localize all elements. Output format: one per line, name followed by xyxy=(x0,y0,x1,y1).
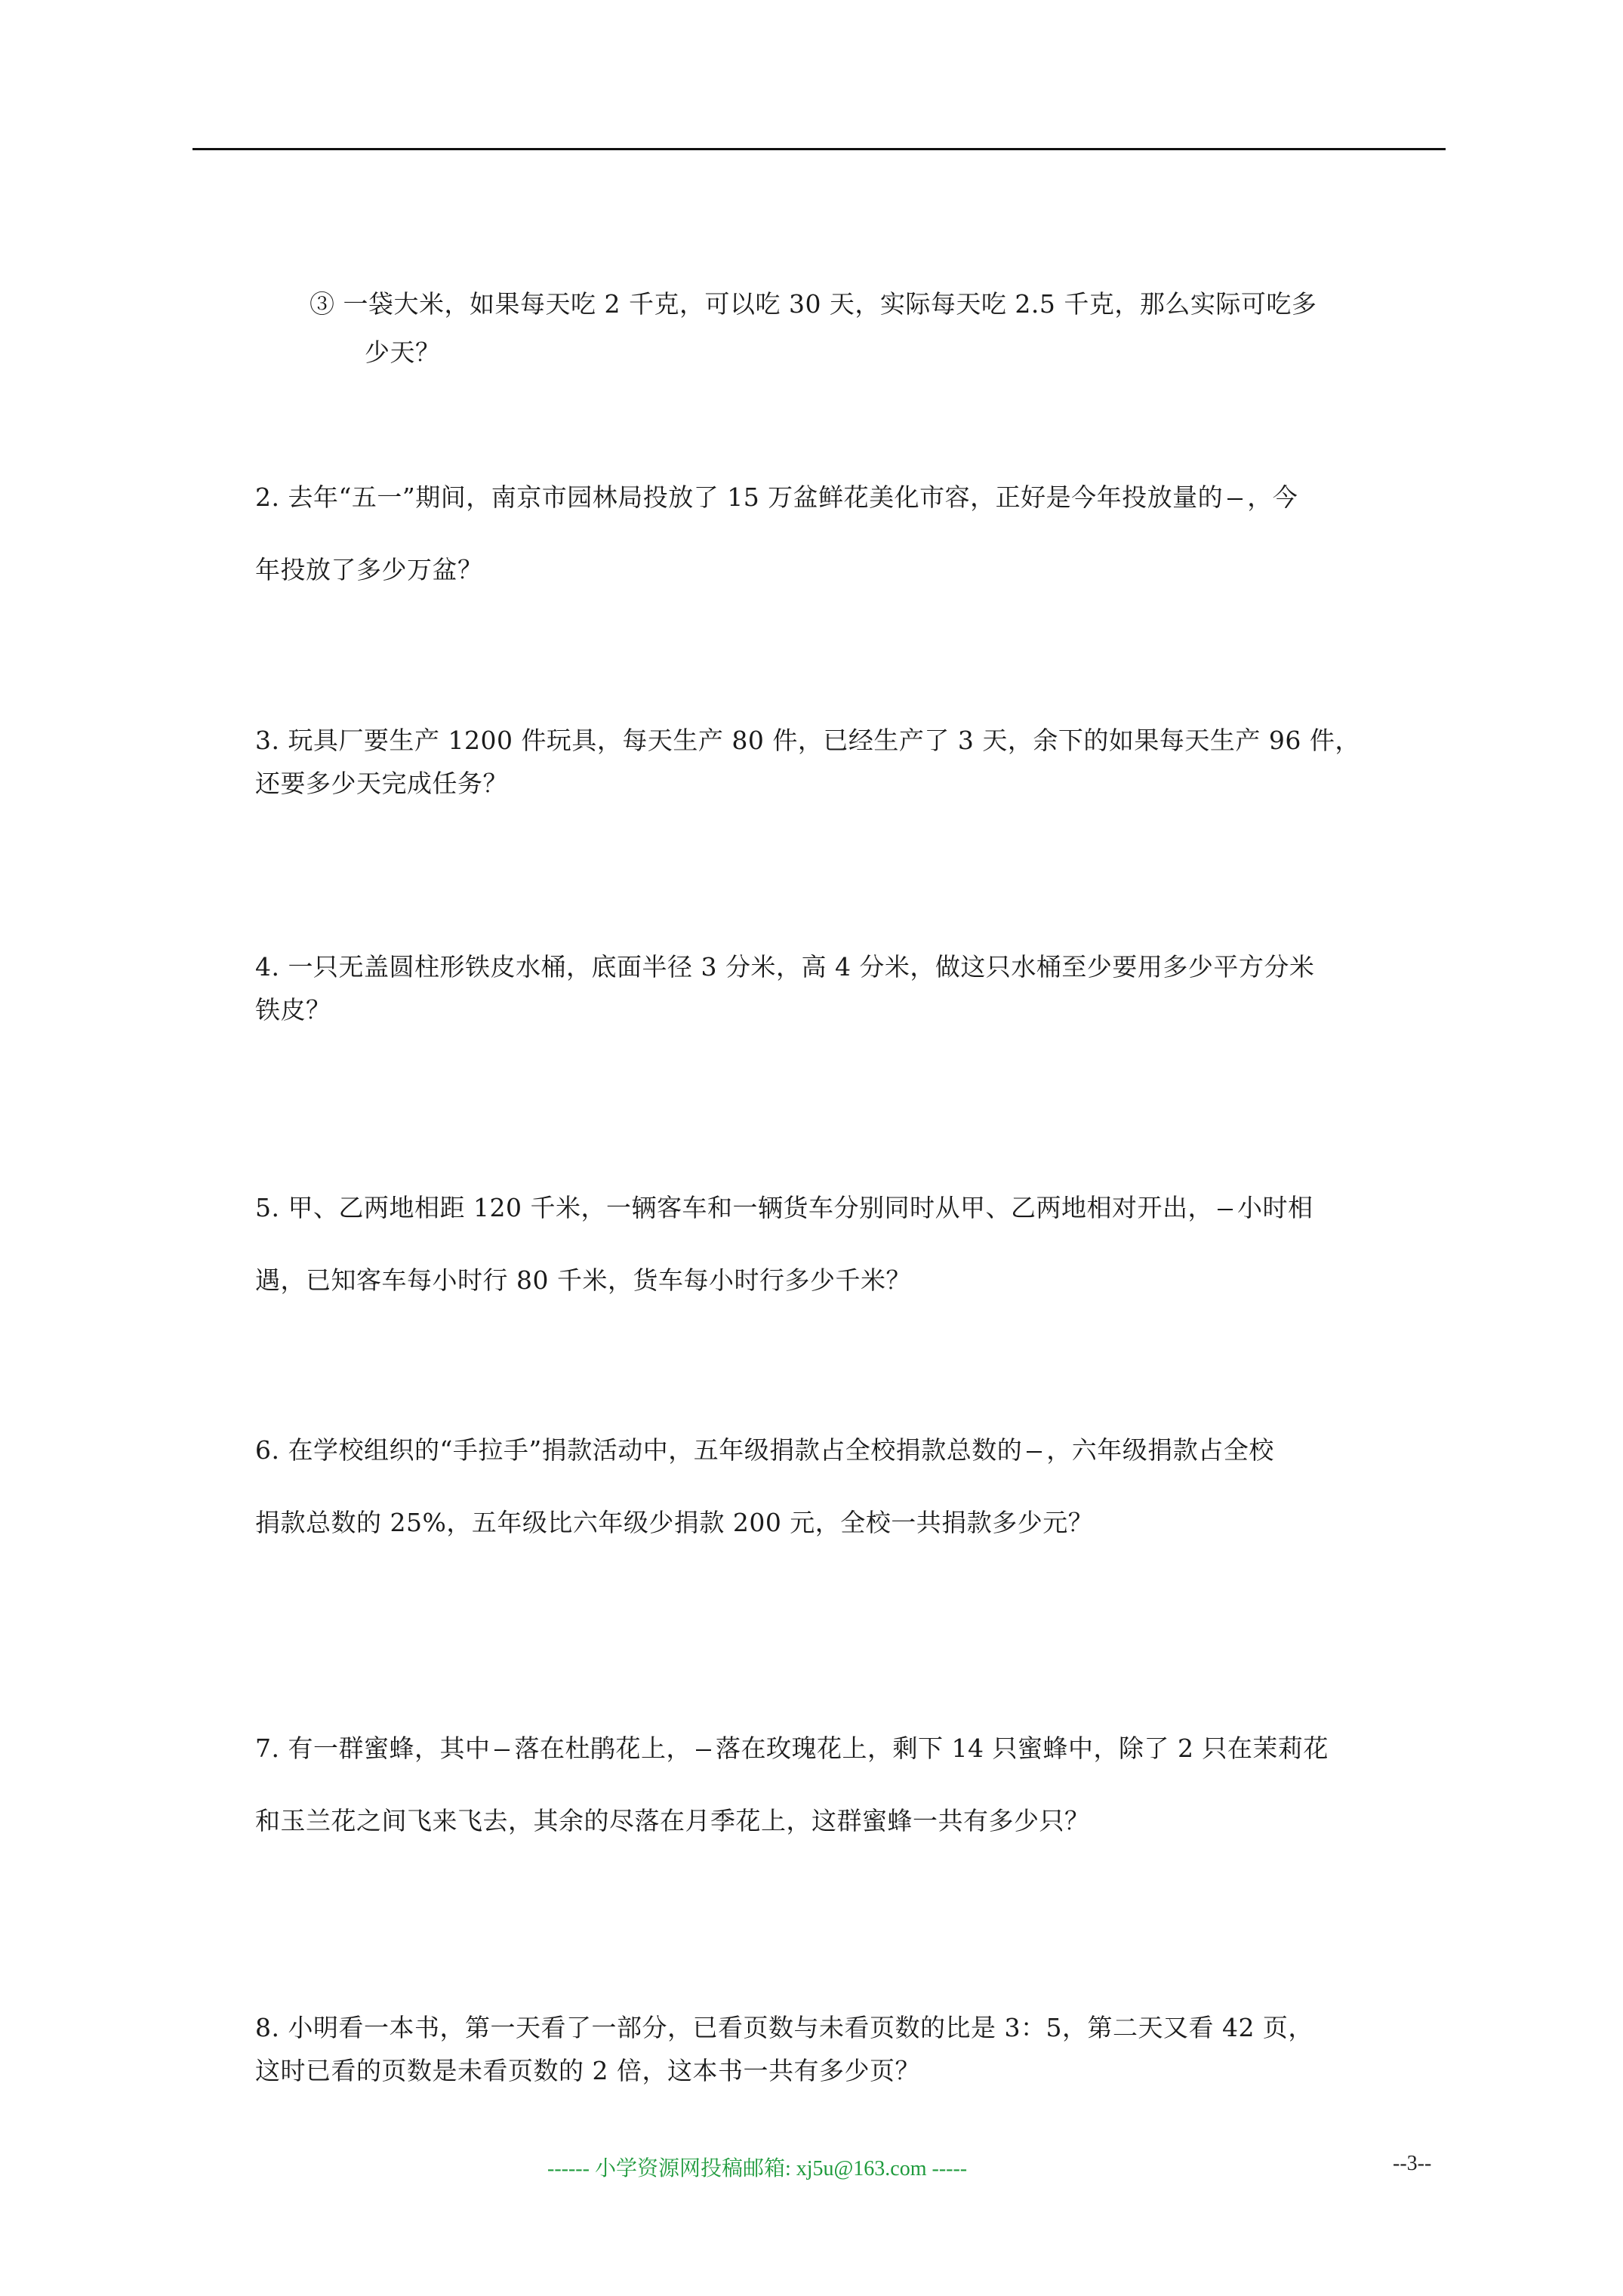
problem-line xyxy=(255,478,1298,513)
problem-line: 8. 小明看一本书，第一天看了一部分，已看页数与未看页数的比是 3：5，第二天又看 42 页， xyxy=(255,2013,1313,2042)
fraction-placeholder xyxy=(1027,1451,1042,1453)
problem-line: 还要多少天完成任务？ xyxy=(255,769,508,798)
header-rule xyxy=(192,148,1446,150)
footer-contact-text: ------ 小学资源网投稿邮箱: xj5u@163.com ----- xyxy=(547,2157,968,2180)
problem-line: 和玉兰花之间飞来飞去，其余的尽落在月季花上，这群蜜蜂一共有多少只？ xyxy=(255,1806,1090,1835)
problem-line xyxy=(255,1729,1329,1764)
problem-line: ③ 一袋大米，如果每天吃 2 千克，可以吃 30 天，实际每天吃 2.5 千克，那么实际可吃多 xyxy=(310,289,1317,319)
problem-text: 7. 有一群蜜蜂，其中 xyxy=(255,1734,491,1763)
problem-text: ，今 xyxy=(1247,482,1298,512)
problem-text: 落在杜鹃花上， xyxy=(514,1734,691,1763)
fraction-placeholder xyxy=(494,1749,510,1751)
problem-line: 遇，已知客车每小时行 80 千米，货车每小时行多少千米？ xyxy=(255,1265,911,1295)
problem-text: 2. 去年“五一”期间，南京市园林局投放了 15 万盆鲜花美化市容，正好是今年投放量的 xyxy=(255,482,1224,512)
problem-line xyxy=(255,1188,1313,1224)
problem-text: ，六年级捐款占全校 xyxy=(1046,1435,1274,1465)
problem-line: 年投放了多少万盆？ xyxy=(255,555,483,584)
problem-line: 4. 一只无盖圆柱形铁皮水桶，底面半径 3 分米，高 4 分米，做这只水桶至少要用多少平方分米 xyxy=(255,952,1315,982)
problem-line: 3. 玩具厂要生产 1200 件玩具，每天生产 80 件，已经生产了 3 天，余下的如果每天生产 96 件， xyxy=(255,726,1360,755)
fraction-placeholder xyxy=(1227,498,1243,500)
problem-text: 小时相 xyxy=(1236,1193,1313,1222)
fraction-placeholder xyxy=(1218,1209,1233,1210)
page-footer xyxy=(0,2152,1623,2182)
problem-line: 捐款总数的 25%，五年级比六年级少捐款 200 元，全校一共捐款多少元？ xyxy=(255,1508,1094,1537)
problem-line: 这时已看的页数是未看页数的 2 倍，这本书一共有多少页？ xyxy=(255,2056,920,2085)
problem-line: 铁皮？ xyxy=(255,995,331,1025)
problem-text: 5. 甲、乙两地相距 120 千米，一辆客车和一辆货车分别同时从甲、乙两地相对开出， xyxy=(255,1193,1213,1222)
problem-line xyxy=(255,1431,1274,1466)
page-number: --3-- xyxy=(1393,2152,1432,2175)
problem-text: 落在玫瑰花上，剩下 14 只蜜蜂中，除了 2 只在茉莉花 xyxy=(715,1734,1329,1763)
fraction-placeholder xyxy=(696,1749,711,1751)
problem-line: 少天？ xyxy=(365,337,441,367)
problem-text: 6. 在学校组织的“手拉手”捐款活动中，五年级捐款占全校捐款总数的 xyxy=(255,1435,1023,1465)
